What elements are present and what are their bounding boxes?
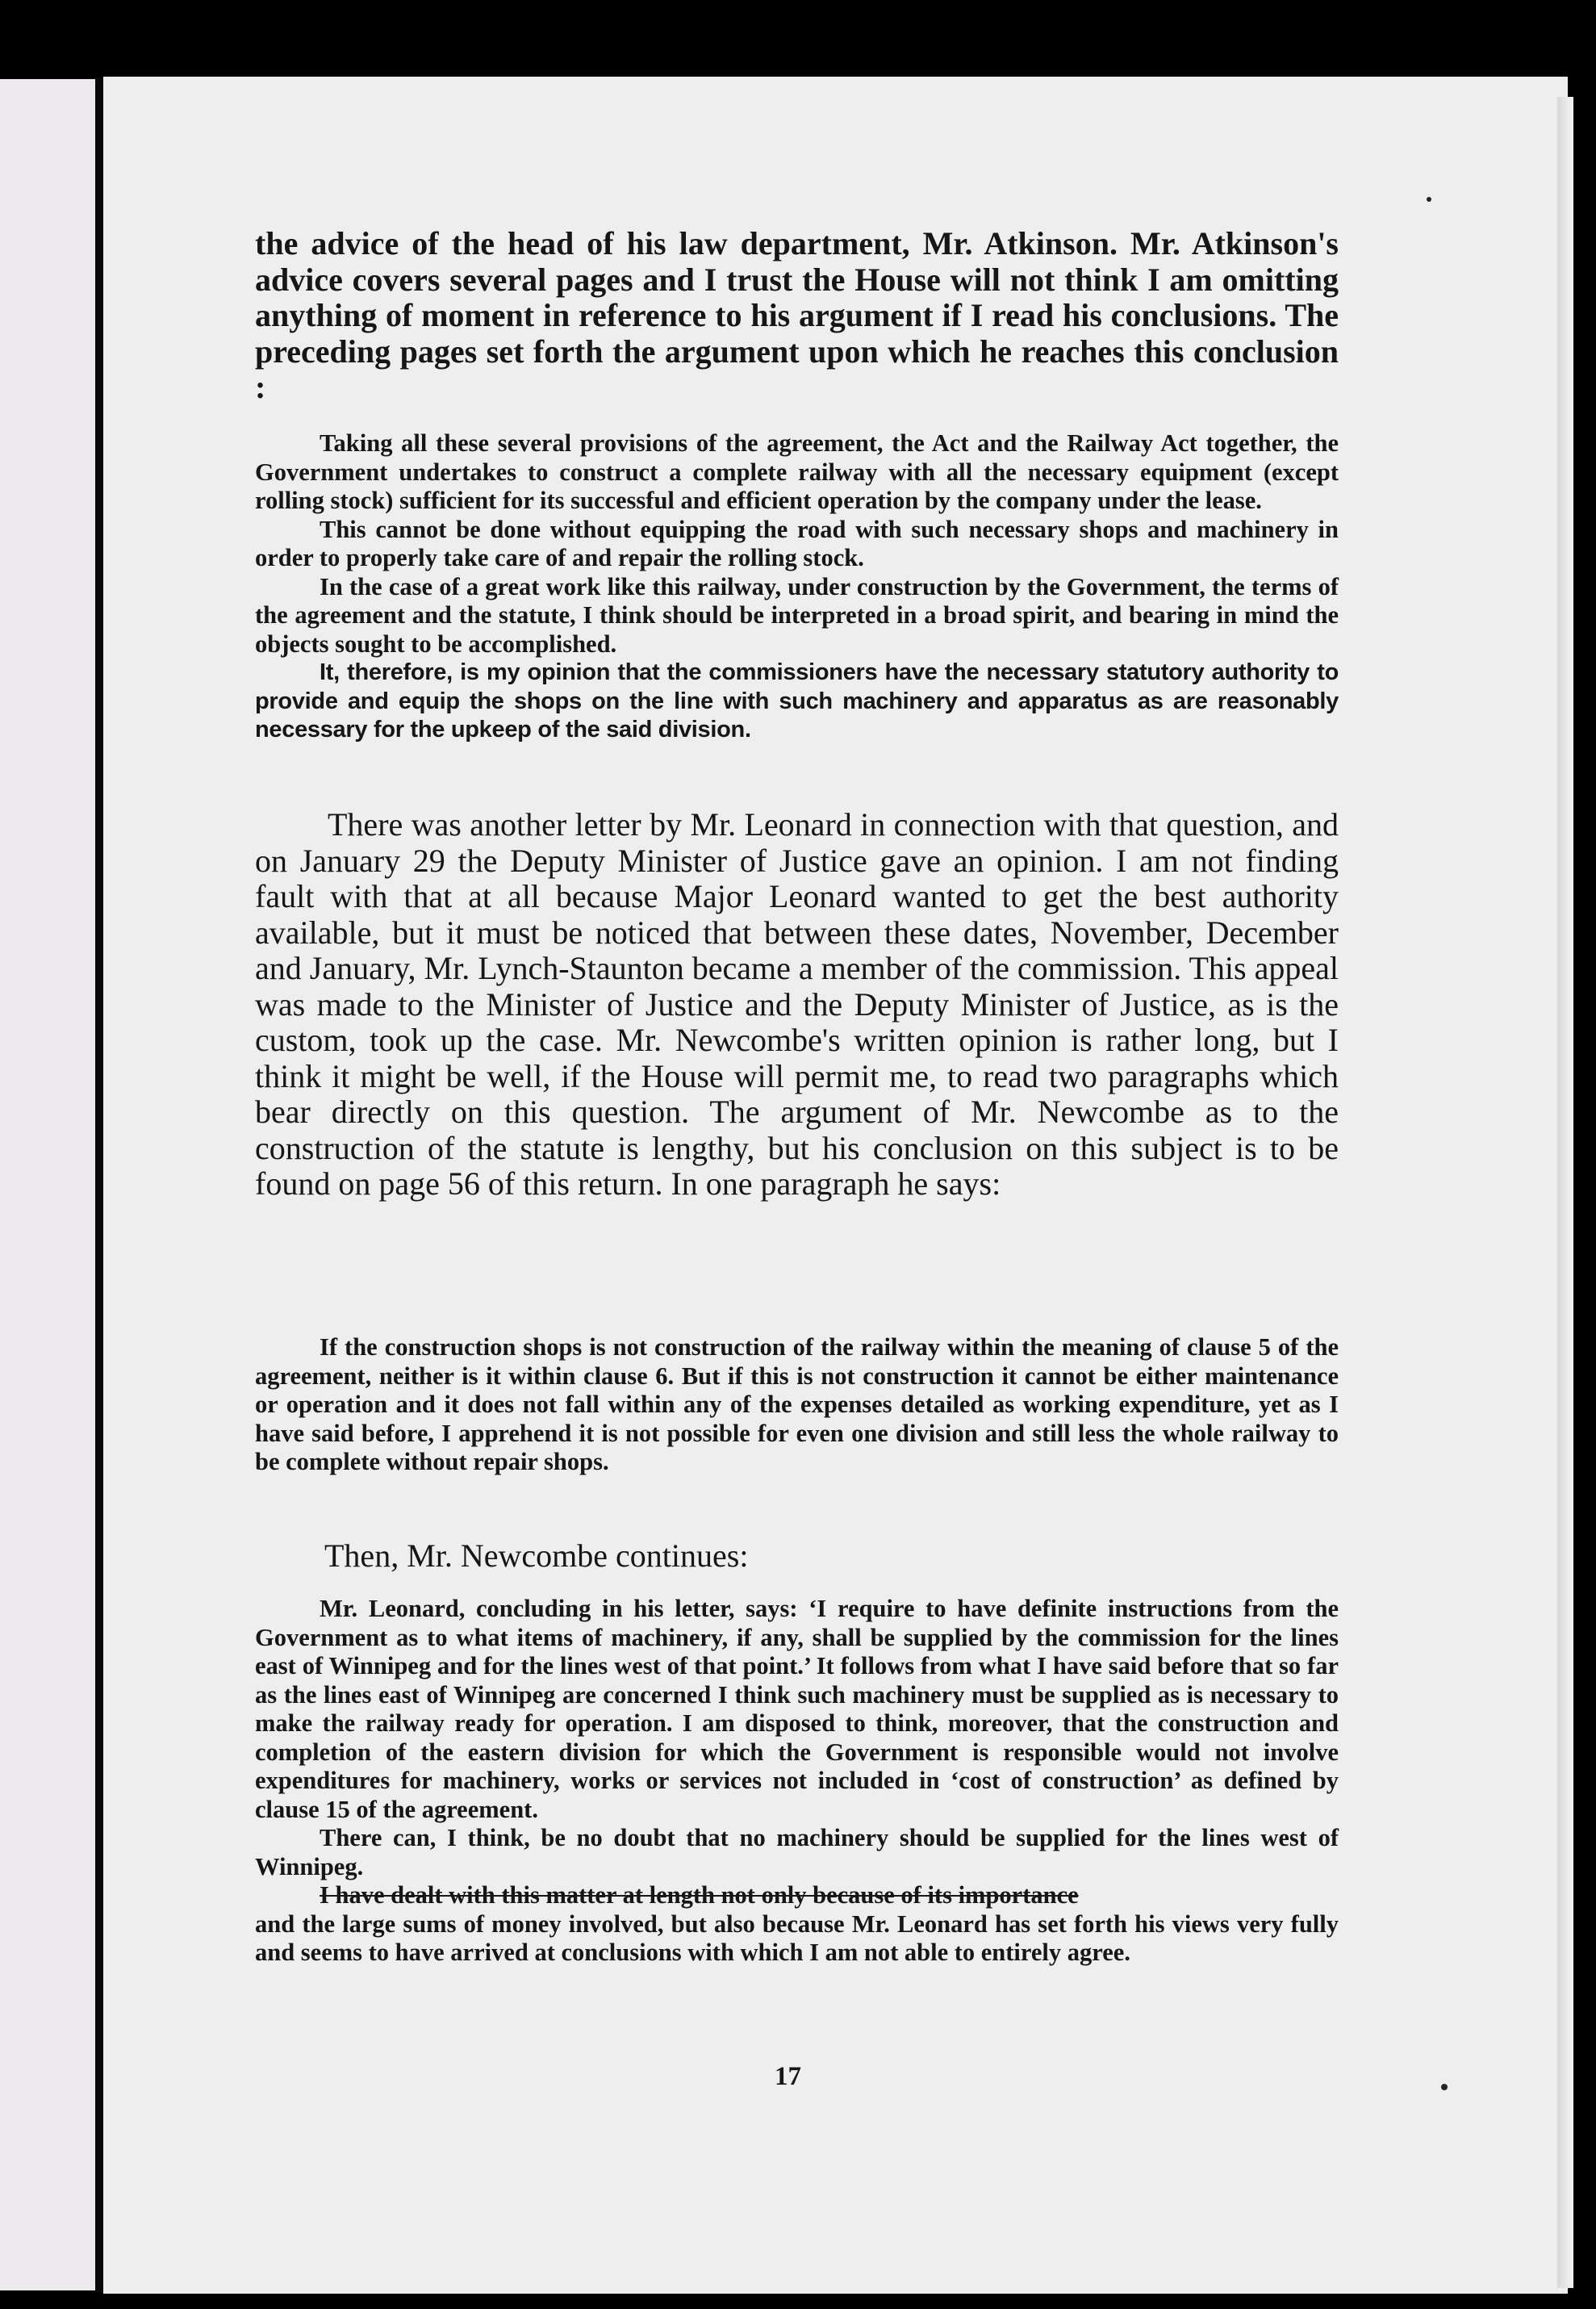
opening-section — [255, 226, 1339, 406]
scan-speck — [1441, 2084, 1448, 2090]
quote-conclusion: It, therefore, is my opinion that the commissioners have the necessary statutory authority to provide and equip the shops on the line with such machinery and apparatus as are reasonably necessary for the upkeep of the said division. — [255, 659, 1339, 742]
facing-page-edge — [0, 79, 95, 2290]
struck-line: I have dealt with this matter at length not only because of its importance — [320, 1881, 1079, 1909]
continues-section — [255, 1538, 1339, 1574]
newcombe-quote-first — [255, 1333, 1339, 1477]
quote-paragraph: If the construction shops is not construction of the railway within the meaning of clause 5 of the agreement, neither is it within clause 6. But if this is not construction it cannot be either maintenance or operation and it does not fall within any of the expenses detailed as working expenditure, yet as I have said before, I apprehend it is not possible for even one division and still less the whole railway to be complete without repair shops. — [255, 1333, 1339, 1475]
newcombe-quote-second — [255, 1595, 1339, 1968]
quote-paragraph: There can, I think, be no doubt that no machinery should be supplied for the lines west of Winnipeg. — [255, 1824, 1339, 1880]
page-edge-shadow — [1557, 97, 1573, 2288]
quote-paragraph: This cannot be done without equipping the road with such necessary shops and machinery in order to properly take care of and repair the rolling stock. — [255, 515, 1339, 571]
page-number: 17 — [775, 2062, 801, 2091]
leonard-paragraph: There was another letter by Mr. Leonard in connection with that question, and on January 29 the Deputy Minister of Justice gave an opinion. I am not finding fault with that at all because Major Leonard wanted to get the best authority available, but it must be noticed that between these dates, November, December and January, Mr. Lynch-Staunton became a member of the commission. This appeal was made to the Minister of Justice and the Deputy Minister of Justice, as is the custom, took up the case. Mr. Newcombe's written opinion is rather long, but I think it might be well, if the House will permit me, to read two paragraphs which bear directly on this question. The argument of Mr. Newcombe as to the construction of the statute is lengthy, but his conclusion on this subject is to be found on page 56 of this return. In one paragraph he says: — [255, 806, 1339, 1202]
quote-paragraph: Taking all these several provisions of the agreement, the Act and the Railway Act together, the Government undertakes to construct a complete railway with all the necessary equipment (except rolling stock) sufficient for its successful and efficient operation by the company under the lease. — [255, 429, 1339, 514]
quote-paragraph: Mr. Leonard, concluding in his letter, says: ‘I require to have definite instructions from the Government as to what items of machinery, if any, shall be supplied by the commission for the lines east of Winnipeg and for the lines west of that point.’ It follows from what I have said before that so far as the lines east of Winnipeg are concerned I think such machinery must be supplied as is necessary to make the railway ready for operation. I am disposed to think, moreover, that the construction and completion of the eastern division for which the Government is responsible would not involve expenditures for machinery, works or services not included in ‘cost of construction’ as defined by clause 15 of the agreement. — [255, 1595, 1339, 1823]
quote-paragraph: and the large sums of money involved, but also because Mr. Leonard has set forth his views very fully and seems to have arrived at conclusions with which I am not able to entirely agree. — [255, 1910, 1339, 1966]
quote-paragraph: In the case of a great work like this railway, under construction by the Government, the terms of the agreement and the statute, I think should be interpreted in a broad spirit, and bearing in mind the objects sought to be accomplished. — [255, 572, 1339, 658]
scan-speck — [1427, 197, 1431, 202]
opening-paragraph: the advice of the head of his law department, Mr. Atkinson. Mr. Atkinson's advice covers several pages and I trust the House will not think I am omitting anything of moment in reference to his argument if I read his conclusions. The preceding pages set forth the argument upon which he reaches this conclusion : — [255, 225, 1339, 405]
continues-line: Then, Mr. Newcombe continues: — [324, 1537, 749, 1574]
main-section — [255, 807, 1339, 1203]
atkinson-quote — [255, 429, 1339, 745]
